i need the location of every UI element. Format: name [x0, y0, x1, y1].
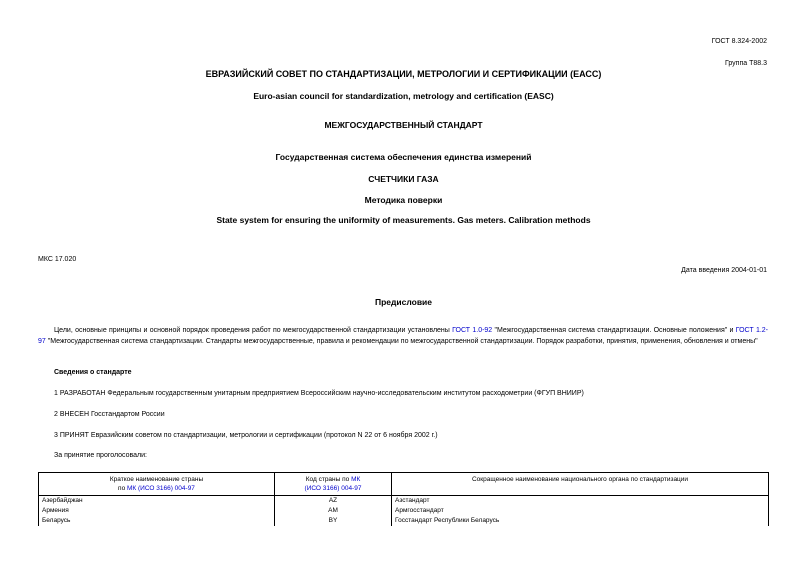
voting-table	[38, 472, 769, 526]
header-country	[39, 473, 275, 496]
gost-number: ГОСТ 8.324-2002	[711, 38, 767, 45]
mk-link[interactable]: МК	[351, 476, 361, 483]
header-body	[392, 473, 769, 496]
method-title-ru: Методика поверки	[364, 195, 443, 205]
cell-code: AZ	[275, 496, 392, 507]
title-en: State system for ensuring the uniformity of measurements. Gas meters. Calibration methods	[216, 215, 591, 225]
voted-label: За принятие проголосовали:	[54, 452, 147, 459]
info-heading: Сведения о стандарте	[54, 369, 132, 376]
gost-1-2-97-link[interactable]: ГОСТ 1.2-97	[38, 327, 769, 345]
cell-country: Азербайджан	[39, 496, 275, 507]
standard-type: МЕЖГОСУДАРСТВЕННЫЙ СТАНДАРТ	[324, 120, 483, 130]
cell-body: Госстандарт Республики Беларусь	[392, 516, 769, 526]
header-country-line1: Краткое наименование страны	[109, 476, 204, 483]
gost-1-0-92-link[interactable]: ГОСТ 1.0-92	[452, 327, 493, 334]
foreword-heading: Предисловие	[374, 297, 433, 307]
table-row	[39, 516, 769, 526]
cell-country: Беларусь	[39, 516, 275, 526]
cell-country: Армения	[39, 506, 275, 516]
subject-title-ru: СЧЕТЧИКИ ГАЗА	[368, 174, 439, 184]
intro-date: Дата введения 2004-01-01	[681, 267, 767, 274]
council-title-en: Euro-asian council for standardization, metrology and certification (EASC)	[253, 91, 554, 101]
item-introduced: 2 ВНЕСЕН Госстандартом России	[54, 411, 165, 418]
cell-code: BY	[275, 516, 392, 526]
foreword-text-a: Цели, основные принципы и основной порядок проведения работ по межгосударственной стандартизации установлены	[54, 327, 453, 334]
foreword-paragraph	[38, 325, 768, 347]
cell-body: Азстандарт	[392, 496, 769, 507]
item-developed: 1 РАЗРАБОТАН Федеральным государственным унитарным предприятием Всероссийским научно-исследовательским институтом расходометрии (ФГУП ВНИИР)	[54, 390, 584, 397]
group-code: Группа Т88.3	[724, 60, 767, 67]
item-adopted: 3 ПРИНЯТ Евразийским советом по стандартизации, метрологии и сертификации (протокол N 22 от 6 ноября 2002 г.)	[54, 432, 438, 439]
foreword-text-b: "Межгосударственная система стандартизации. Основные положения" и	[492, 327, 736, 334]
mks-code: МКС 17.020	[38, 256, 77, 263]
table-header-row	[39, 473, 769, 496]
system-title-ru: Государственная система обеспечения единства измерений	[275, 152, 532, 162]
cell-body: Армгосстандарт	[392, 506, 769, 516]
mk-iso-link[interactable]: МК (ИСО 3166) 004-97	[127, 485, 195, 492]
table-row	[39, 506, 769, 516]
cell-code: AM	[275, 506, 392, 516]
iso-3166-link[interactable]: (ИСО 3166) 004-97	[304, 485, 362, 492]
header-code-prefix: Код страны по	[305, 476, 352, 483]
header-code	[275, 473, 392, 496]
header-country-line2-prefix: по	[118, 485, 127, 492]
header-body-text: Сокращенное наименование национального органа по стандартизации	[471, 476, 689, 483]
council-title-ru: ЕВРАЗИЙСКИЙ СОВЕТ ПО СТАНДАРТИЗАЦИИ, МЕТРОЛОГИИ И СЕРТИФИКАЦИИ (ЕАСС)	[205, 69, 602, 79]
foreword-text-c: "Межгосударственная система стандартизации. Стандарты межгосударственные, правила и рекомендации по межгосударственной стандартизации. Порядок разработки, принятия, применения, обновления и отмены"	[45, 338, 758, 345]
table-row	[39, 496, 769, 507]
